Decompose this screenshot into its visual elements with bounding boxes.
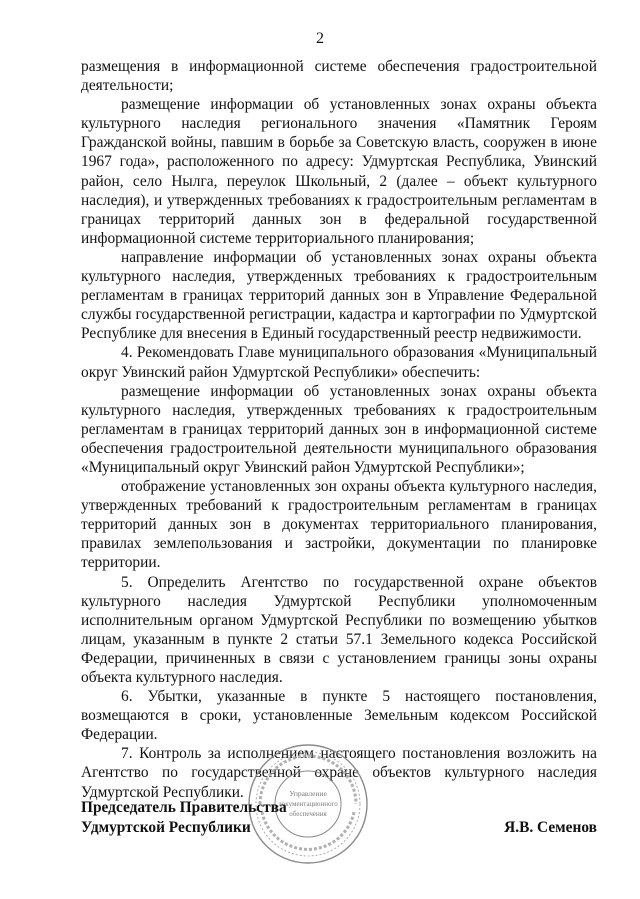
seal-text-line2: документационного bbox=[278, 800, 338, 808]
signer-title-line1: Председатель Правительства bbox=[81, 799, 287, 816]
page-number: 2 bbox=[316, 30, 324, 47]
paragraph-item-5: 5. Определить Агентство по государственной охране объектов культурного наследия Удмуртской Республики уполномоченным исполнительным органом Удмуртской Республики по возмещению убытков лицам, указанным в пункте 2 статьи 57.1 Земельного кодекса Российской Федерации, причиненных в связи с установлением границы зоны охраны объекта культурного наследия. bbox=[81, 573, 597, 686]
paragraph-placement-info: размещение информации об установленных зонах охраны объекта культурного наследия регионального значения «Памятник Героям Гражданской войны, павшим в борьбе за Советскую власть, сооружен в июне 1967 года», расположенного по адресу: Удмуртская Республика, Увинский район, село Нылга, переулок Школьный, 2 (далее – объект культурного наследия), и утвержденных требованиях к градостроительным регламентам в границах территорий данных зон в федеральной государственной информационной системе территориального планирования; bbox=[81, 96, 597, 247]
paragraph-send-info: направление информации об установленных зонах охраны объекта культурного наследия, утвержденных требованиях к градостроительным регламентам в границах территорий данных зон в Управление Федеральной службы государственной регистрации, кадастра и картографии по Удмуртской Республике для внесения в Единый государственный реестр недвижимости. bbox=[81, 248, 597, 343]
signer-name: Я.В. Семенов bbox=[504, 818, 597, 836]
seal-text-line1: Управление bbox=[289, 789, 327, 798]
paragraph-municipal-placement: размещение информации об установленных зонах охраны объекта культурного наследия, утвержденных требованиях к градостроительным регламентам в границах территорий данных зон в информационной системе обеспечения градостроительной деятельности муниципального образования «Муниципальный округ Увинский район Удмуртской Республики»; bbox=[81, 382, 597, 476]
paragraph-continuation: размещения в информационной системе обеспечения градостроительной деятельности; bbox=[81, 58, 597, 95]
paragraph-item-4: 4. Рекомендовать Главе муниципального образования «Муниципальный округ Увинский район Удмуртской Республики» обеспечить: bbox=[81, 344, 597, 381]
document-body bbox=[81, 57, 597, 802]
signature-block bbox=[81, 798, 597, 837]
paragraph-item-7: 7. Контроль за исполнением настоящего постановления возложить на Агентство по государственной охране объектов культурного наследия Удмуртской Республики. bbox=[81, 745, 597, 801]
seal-text-line3: обеспечения bbox=[289, 810, 327, 818]
signer-title-line2: Удмуртской Республики bbox=[81, 818, 251, 836]
paragraph-display-zones: отображение установленных зон охраны объекта культурного наследия, утвержденных требований к градостроительным регламентам в границах территорий данных зон в документах территориального планирования, правилах землепользования и застройки, документации по планировке территории. bbox=[81, 478, 597, 572]
paragraph-item-6: 6. Убытки, указанные в пункте 5 настоящего постановления, возмещаются в сроки, установленные Земельным кодексом Российской Федерации. bbox=[81, 688, 597, 744]
